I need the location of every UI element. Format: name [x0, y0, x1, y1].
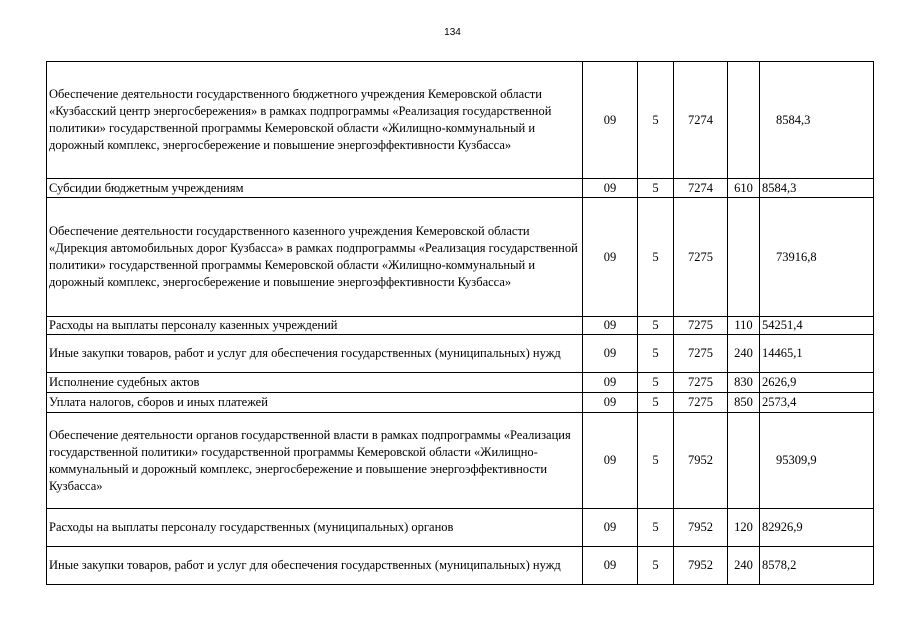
page-number: 134	[444, 27, 461, 38]
row-name: Расходы на выплаты персоналу казенных учреждений	[47, 317, 583, 335]
row-subsection: 5	[638, 413, 674, 509]
row-target-article: 7275	[674, 393, 728, 413]
row-subsection: 5	[638, 509, 674, 547]
row-target-article: 7275	[674, 373, 728, 393]
row-section: 09	[583, 413, 638, 509]
table-row	[47, 547, 874, 585]
table-row	[47, 62, 874, 179]
row-section: 09	[583, 393, 638, 413]
row-name: Иные закупки товаров, работ и услуг для обеспечения государственных (муниципальных) нужд	[47, 547, 583, 585]
row-name: Иные закупки товаров, работ и услуг для обеспечения государственных (муниципальных) нужд	[47, 335, 583, 373]
row-expense-type	[728, 62, 760, 179]
row-section: 09	[583, 317, 638, 335]
table-row	[47, 179, 874, 198]
row-name: Уплата налогов, сборов и иных платежей	[47, 393, 583, 413]
row-target-article: 7275	[674, 198, 728, 317]
row-target-article: 7275	[674, 317, 728, 335]
row-subsection: 5	[638, 547, 674, 585]
row-name: Субсидии бюджетным учреждениям	[47, 179, 583, 198]
row-subsection: 5	[638, 317, 674, 335]
budget-table	[46, 61, 874, 585]
row-section: 09	[583, 62, 638, 179]
table-row	[47, 373, 874, 393]
row-subsection: 5	[638, 62, 674, 179]
row-subsection: 5	[638, 335, 674, 373]
row-section: 09	[583, 198, 638, 317]
row-subsection: 5	[638, 393, 674, 413]
row-target-article: 7275	[674, 335, 728, 373]
row-amount: 95309,9	[760, 413, 874, 509]
table-row	[47, 393, 874, 413]
row-amount: 8578,2	[760, 547, 874, 585]
row-subsection: 5	[638, 179, 674, 198]
row-section: 09	[583, 335, 638, 373]
table-row	[47, 198, 874, 317]
row-amount: 14465,1	[760, 335, 874, 373]
row-expense-type: 240	[728, 547, 760, 585]
row-amount: 82926,9	[760, 509, 874, 547]
row-subsection: 5	[638, 198, 674, 317]
row-target-article: 7952	[674, 509, 728, 547]
row-target-article: 7952	[674, 547, 728, 585]
row-expense-type: 240	[728, 335, 760, 373]
row-expense-type: 120	[728, 509, 760, 547]
row-expense-type	[728, 413, 760, 509]
row-target-article: 7274	[674, 179, 728, 198]
row-amount: 2573,4	[760, 393, 874, 413]
row-name: Обеспечение деятельности органов государственной власти в рамках подпрограммы «Реализация государственной политики» государственной программы Кемеровской области «Жилищно-коммунальный и дорожный комплекс, энергосбережение и повышение энергоэффективности Кузбасса»	[47, 413, 583, 509]
row-amount: 8584,3	[760, 62, 874, 179]
row-target-article: 7274	[674, 62, 728, 179]
row-name: Расходы на выплаты персоналу государственных (муниципальных) органов	[47, 509, 583, 547]
row-amount: 2626,9	[760, 373, 874, 393]
row-target-article: 7952	[674, 413, 728, 509]
row-section: 09	[583, 547, 638, 585]
table-row	[47, 335, 874, 373]
row-section: 09	[583, 373, 638, 393]
row-name: Исполнение судебных актов	[47, 373, 583, 393]
row-expense-type: 110	[728, 317, 760, 335]
table-row	[47, 509, 874, 547]
table-row	[47, 413, 874, 509]
row-amount: 8584,3	[760, 179, 874, 198]
row-amount: 54251,4	[760, 317, 874, 335]
row-name: Обеспечение деятельности государственного казенного учреждения Кемеровской области «Дирекция автомобильных дорог Кузбасса» в рамках подпрограммы «Реализация государственной политики» государственной программы Кемеровской области «Жилищно-коммунальный и дорожный комплекс, энергосбережение и повышение энергоэффективности Кузбасса»	[47, 198, 583, 317]
row-subsection: 5	[638, 373, 674, 393]
row-section: 09	[583, 179, 638, 198]
row-expense-type: 610	[728, 179, 760, 198]
row-expense-type: 830	[728, 373, 760, 393]
row-section: 09	[583, 509, 638, 547]
row-expense-type	[728, 198, 760, 317]
row-expense-type: 850	[728, 393, 760, 413]
row-amount: 73916,8	[760, 198, 874, 317]
row-name: Обеспечение деятельности государственного бюджетного учреждения Кемеровской области «Кузбасский центр энергосбережения» в рамках подпрограммы «Реализация государственной политики» государственной программы Кемеровской области «Жилищно-коммунальный и дорожный комплекс, энергосбережение и повышение энергоэффективности Кузбасса»	[47, 62, 583, 179]
table-row	[47, 317, 874, 335]
